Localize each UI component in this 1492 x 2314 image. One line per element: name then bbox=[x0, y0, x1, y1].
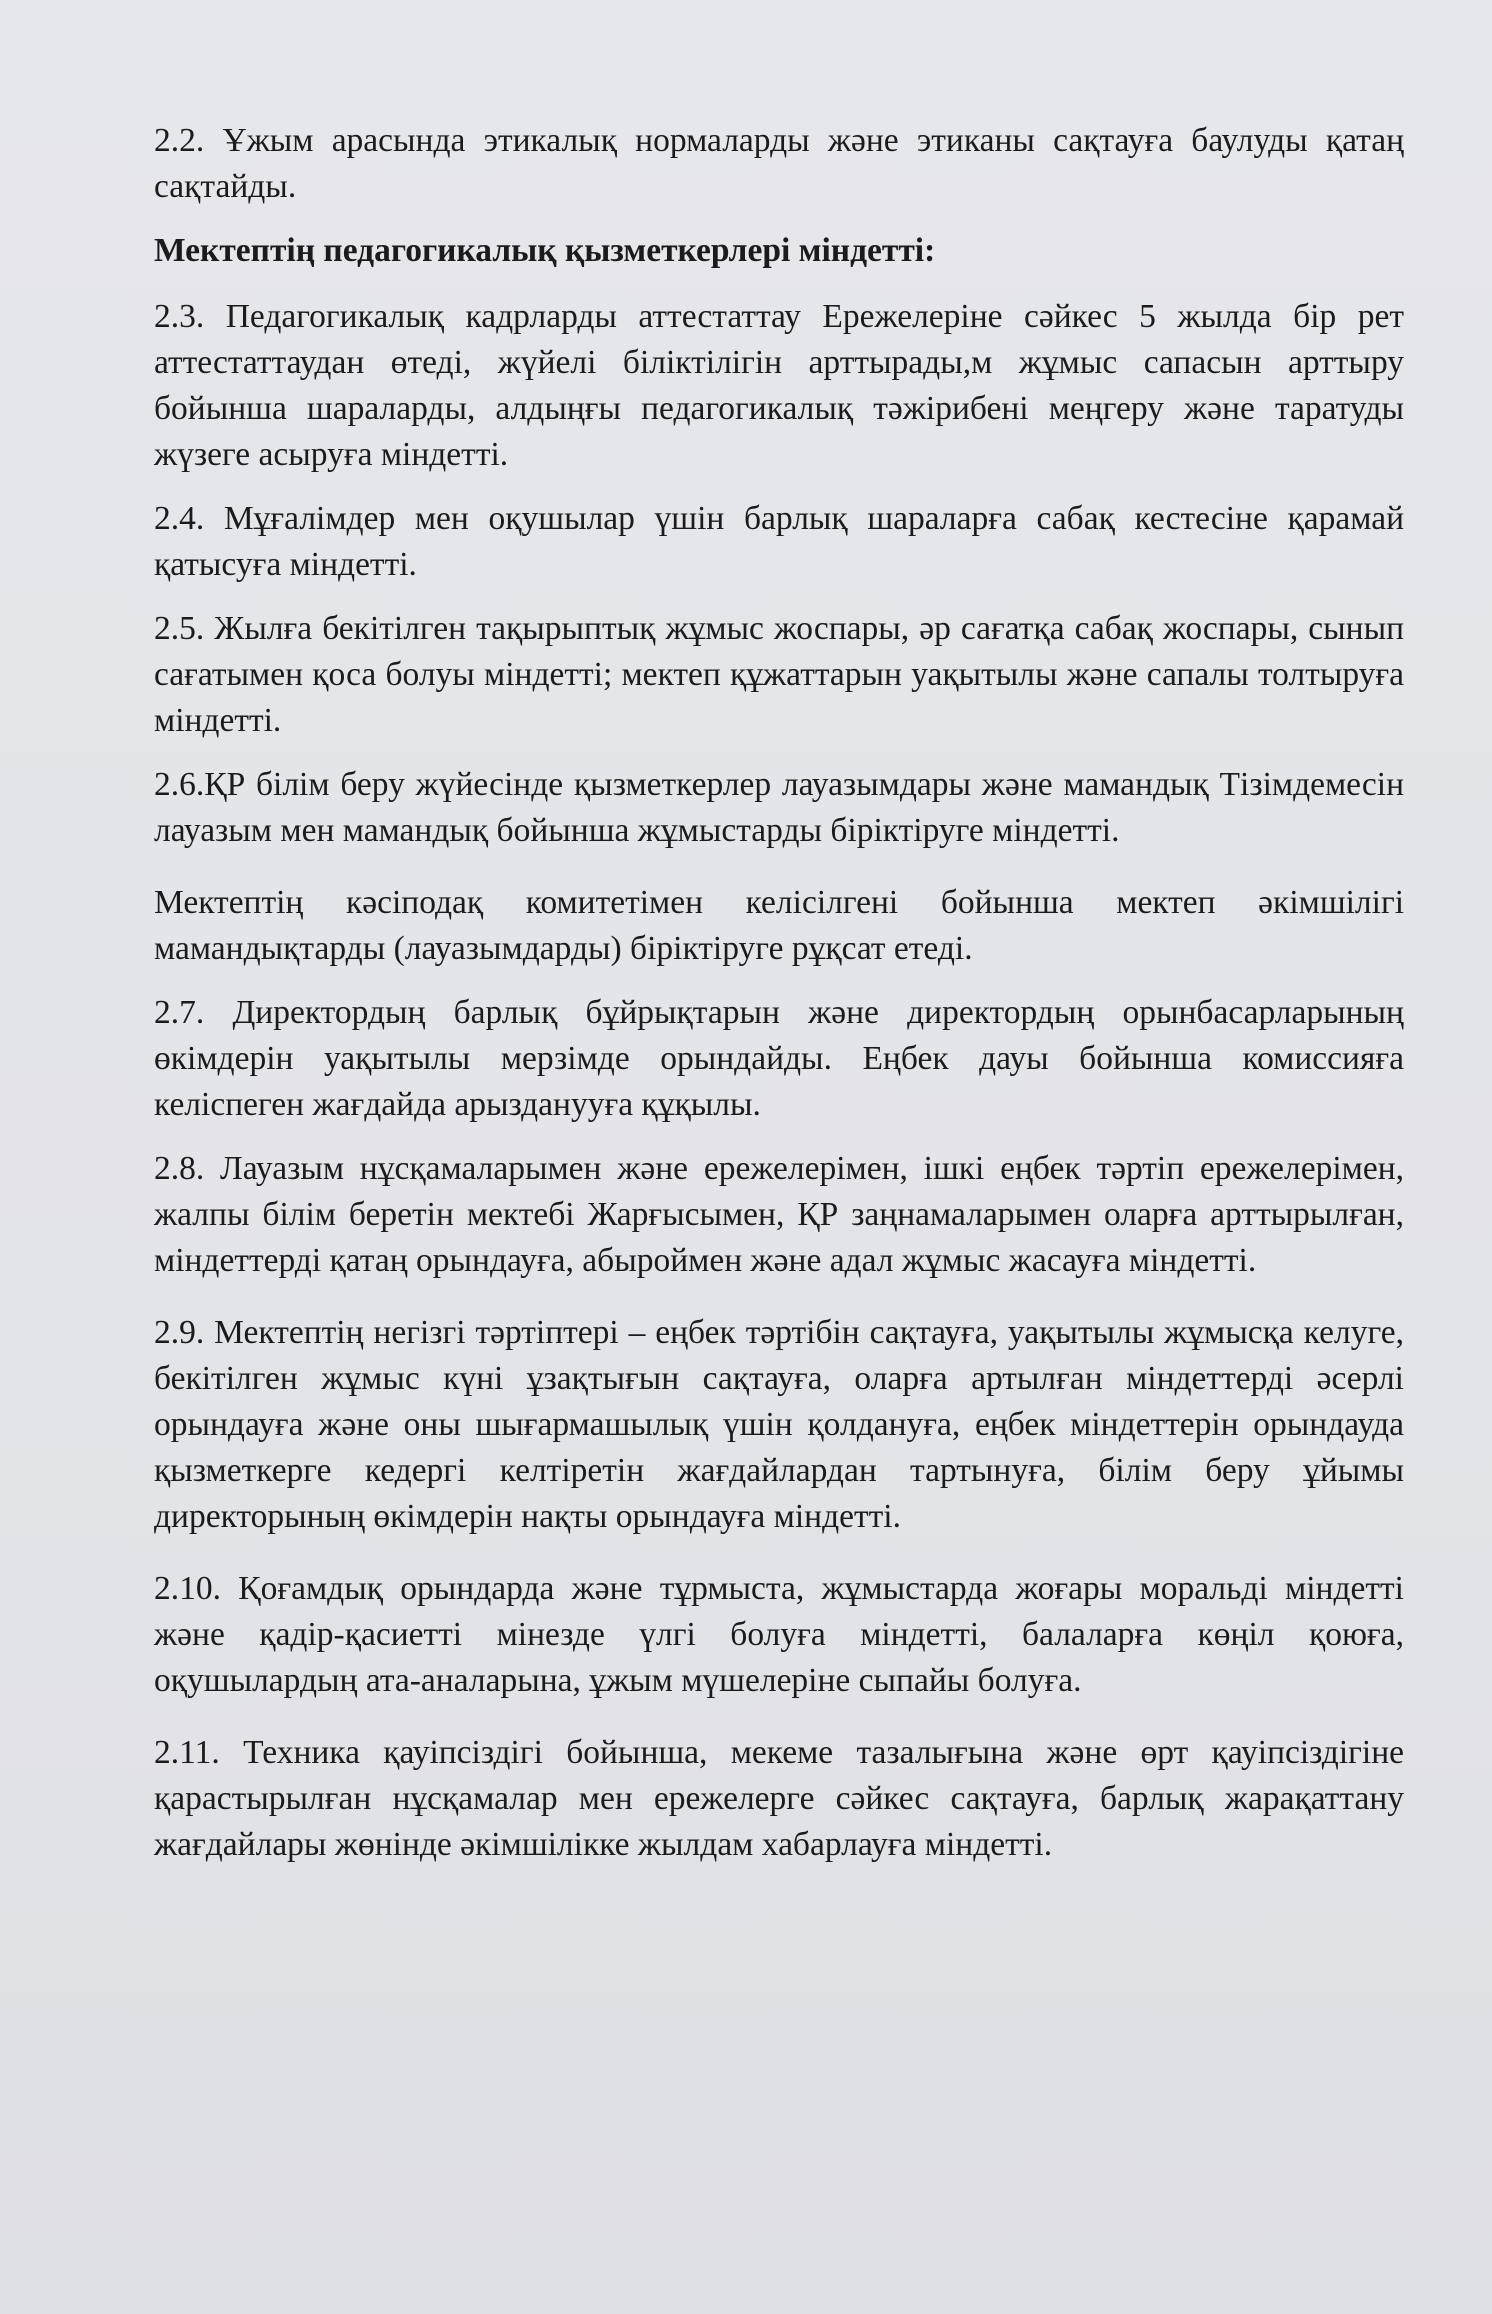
paragraph-2-7: 2.7. Директордың барлық бұйрықтарын және директордың орынбасарларының өкімдерін уақытылы мерзімде орындайды. Еңбек дауы бойынша комиссияға келіспеген жағдайда арызданууға құқылы. bbox=[154, 994, 1404, 1123]
paragraph-2-3: 2.3. Педагогикалық кадрларды аттестаттау Ережелеріне сәйкес 5 жылда бір рет аттестаттаудан өтеді, жүйелі біліктілігін арттырады,м жұмыс сапасын арттыру бойынша шараларды, алдыңғы педагогикалық тәжірибені меңгеру және таратуды жүзеге асыруға міндетті. bbox=[154, 298, 1404, 473]
paragraph-2-6: 2.6.ҚР білім беру жүйесінде қызметкерлер лауазымдары және мамандық Тізімдемесін лауазым мен мамандық бойынша жұмыстарды біріктіруге міндетті. bbox=[154, 766, 1404, 849]
paragraph-2-5: 2.5. Жылға бекітілген тақырыптық жұмыс жоспары, әр сағатқа сабақ жоспары, сынып сағатымен қоса болуы міндетті; мектеп құжаттарын уақытылы және сапалы толтыруға міндетті. bbox=[154, 610, 1404, 739]
paragraph-2-9: 2.9. Мектептің негізгі тәртіптері – еңбек тәртібін сақтауға, уақытылы жұмысқа келуге, бекітілген жұмыс күні ұзақтығын сақтауға, оларға артылған міндеттерді әсерлі орындауға және оны шығармашылық үшін қолдануға, еңбек міндеттерін орындауда қызметкерге кедергі келтіретін жағдайлардан тартынуға, білім беру ұйымы директорының өкімдерін нақты орындауға міндетті. bbox=[154, 1314, 1404, 1535]
paragraph-2-10: 2.10. Қоғамдық орындарда және тұрмыста, жұмыстарда жоғары моральді міндетті және қадір-қасиетті мінезде үлгі болуға міндетті, балаларға көңіл қоюға, оқушылардың ата-аналарына, ұжым мүшелеріне сыпайы болуға. bbox=[154, 1570, 1404, 1699]
document-body bbox=[154, 118, 1404, 1886]
paragraph-2-8: 2.8. Лауазым нұсқамаларымен және ережелерімен, ішкі еңбек тәртіп ережелерімен, жалпы білім беретін мектебі Жарғысымен, ҚР заңнамаларымен оларға арттырылған, міндеттерді қатаң орындауға, абыроймен және адал жұмыс жасауға міндетті. bbox=[154, 1150, 1404, 1279]
paragraph-2-11: 2.11. Техника қауіпсіздігі бойынша, мекеме тазалығына және өрт қауіпсіздігіне қарастырылған нұсқамалар мен ережелерге сәйкес сақтауға, барлық жарақаттану жағдайлары жөнінде әкімшілікке жылдам хабарлауға міндетті. bbox=[154, 1734, 1404, 1863]
paragraph-2-4: 2.4. Мұғалімдер мен оқушылар үшін барлық шараларға сабақ кестесіне қарамай қатысуға міндетті. bbox=[154, 500, 1404, 583]
section-heading: Мектептің педагогикалық қызметкерлері міндетті: bbox=[154, 232, 936, 269]
paragraph-2-2: 2.2. Ұжым арасында этикалық нормаларды және этиканы сақтауға баулуды қатаң сақтайды. bbox=[154, 122, 1404, 205]
paragraph-union-note: Мектептің кәсіподақ комитетімен келісілгені бойынша мектеп әкімшілігі мамандықтарды (лауазымдарды) біріктіруге рұқсат етеді. bbox=[154, 884, 1404, 967]
